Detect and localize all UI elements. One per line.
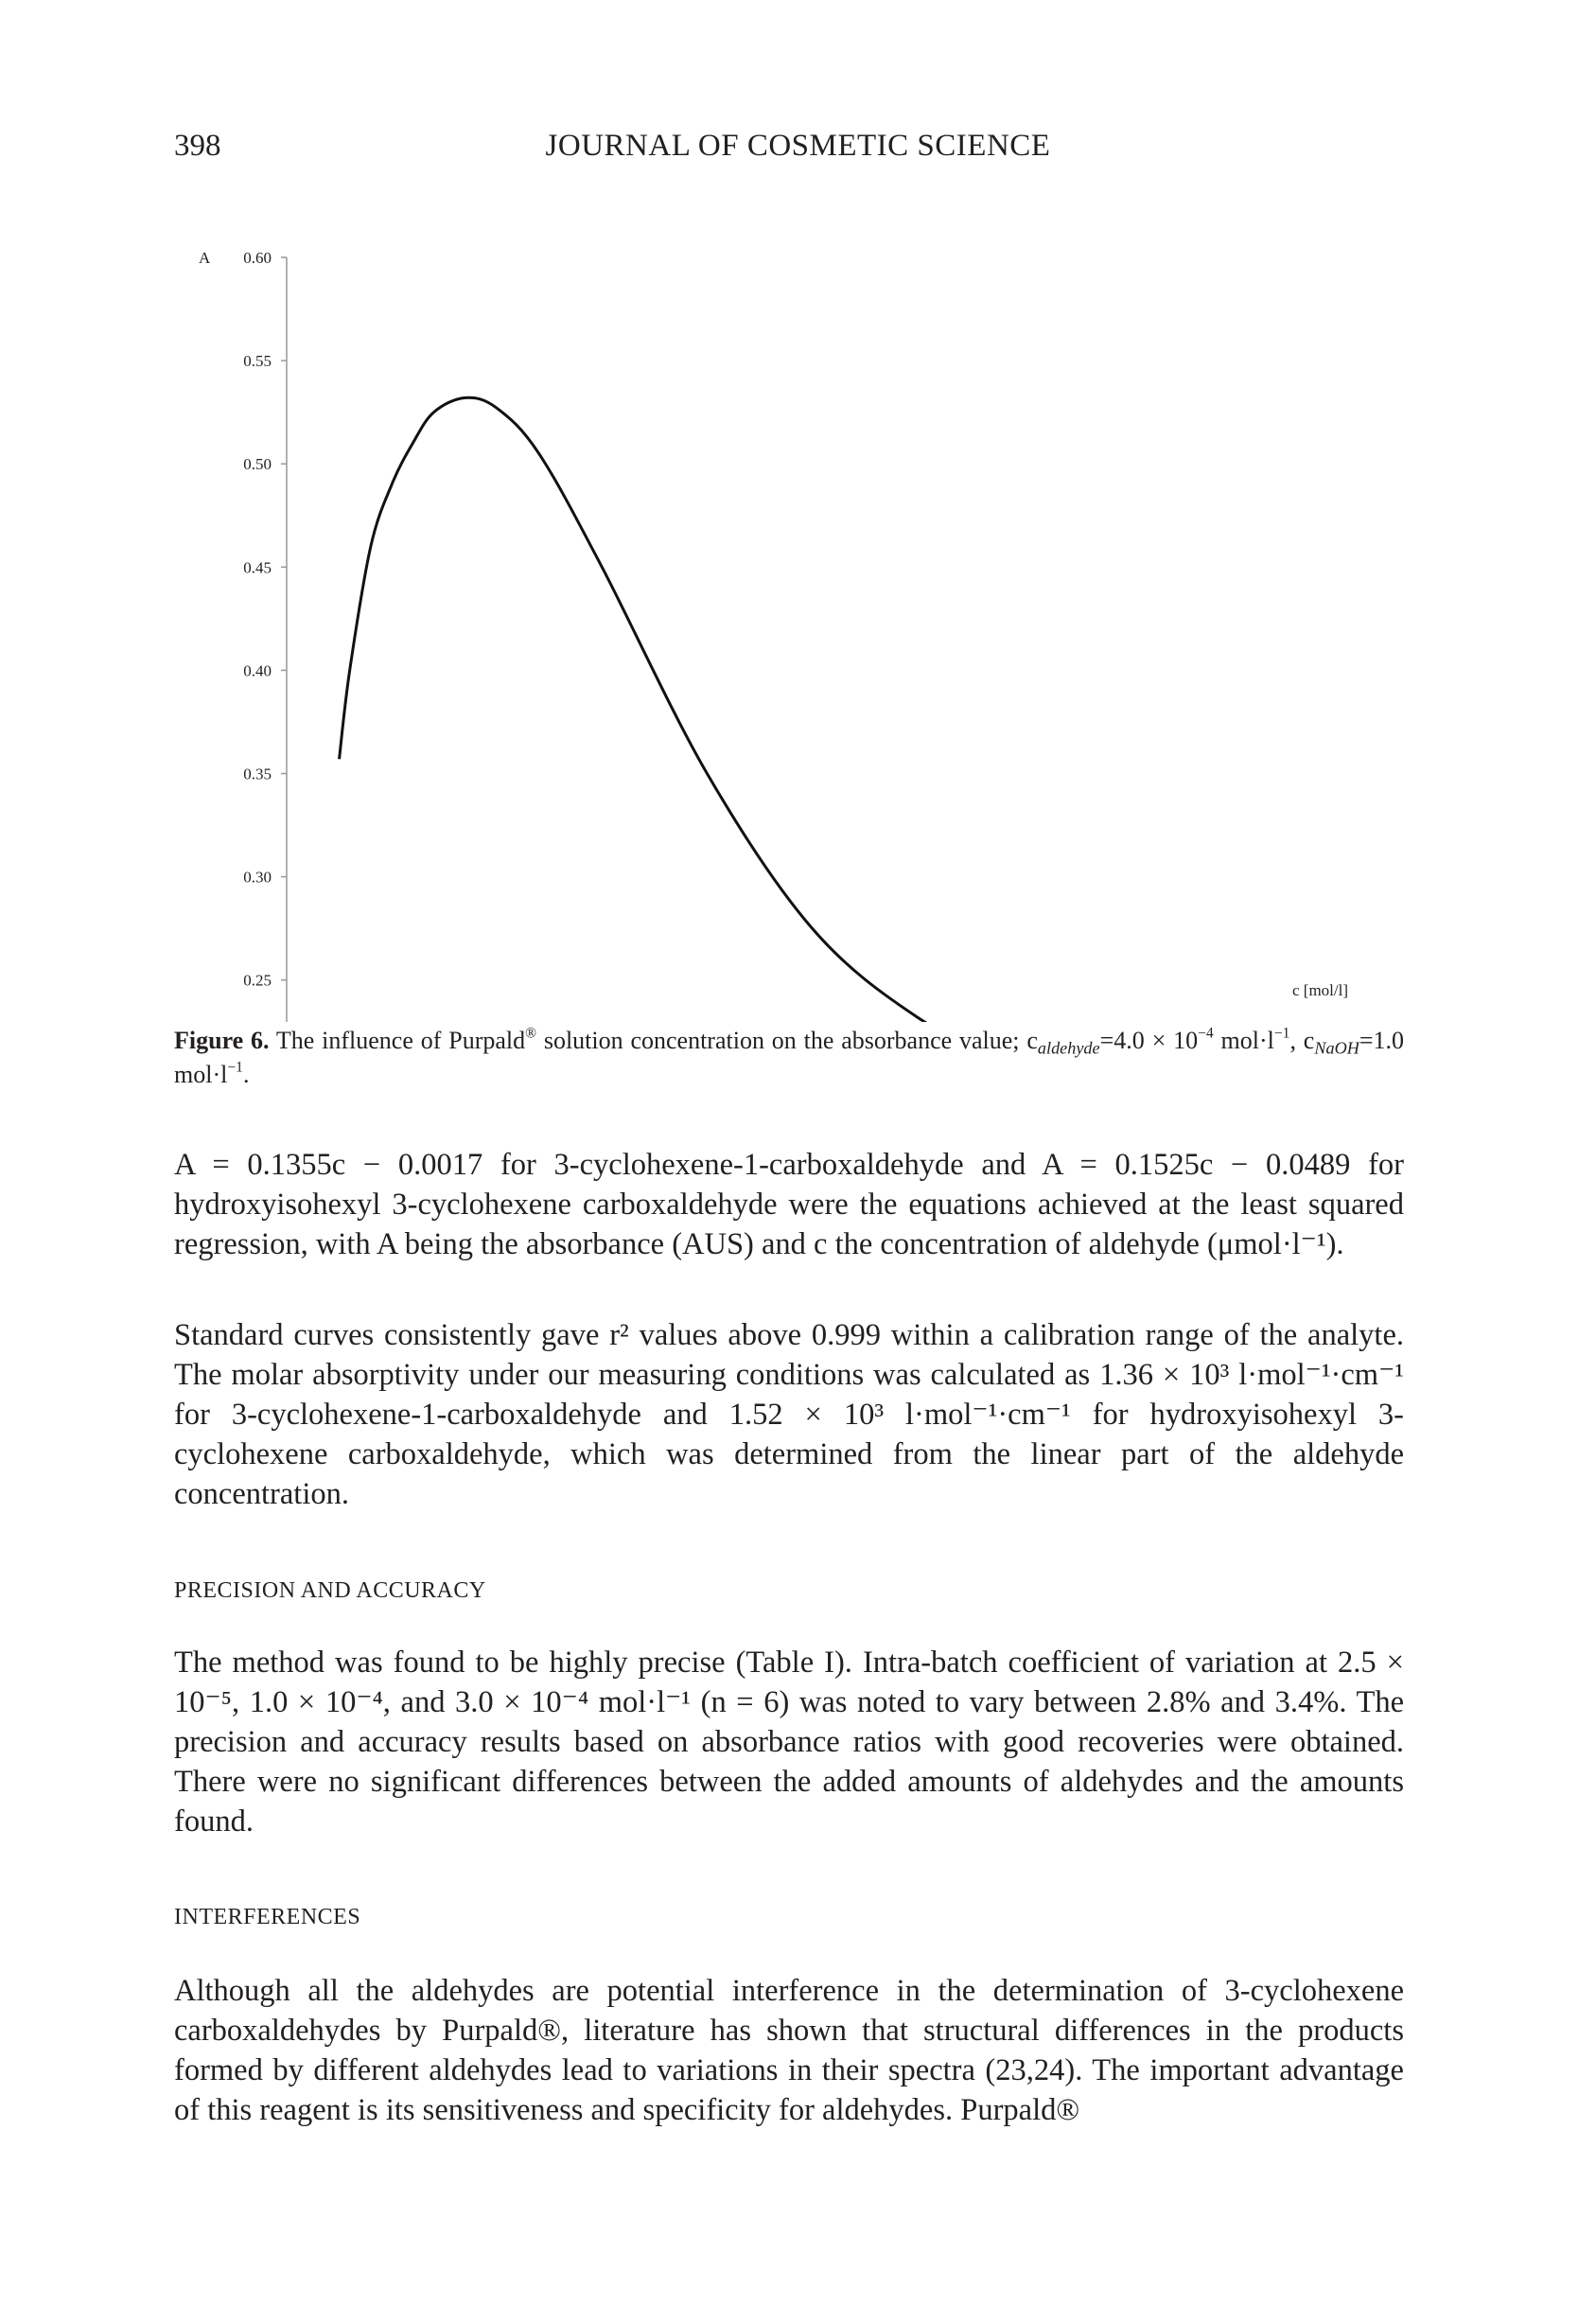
caption-text: aldehyde <box>1037 1038 1100 1058</box>
absorbance-curve <box>340 397 1338 1022</box>
y-tick-label: 0.45 <box>243 558 272 577</box>
caption-text: NaOH <box>1314 1038 1359 1058</box>
y-tick-label: 0.30 <box>243 868 272 887</box>
paragraph-text: A = 0.1355c − 0.0017 for 3-cyclohexene-1-carboxaldehyde and A = 0.1525c − 0.0489 for hydroxyisohexyl 3-cyclohexene carboxaldehyde were the equations achieved at the least squared regression, with A being the absorbance (AUS) and c the concentration of aldehyde (μmol·l⁻¹). <box>174 1148 1404 1261</box>
page-number: 398 <box>174 129 221 163</box>
caption-text: =4.0 × 10 <box>1099 1027 1199 1054</box>
paragraph-text: Although all the aldehydes are potential interference in the determination of 3-cyclohexene carboxaldehydes by Purpald®, literature has shown that structural differences in the products formed by different aldehydes lead to variations in their spectra (23,24). The important advantage of this reagent is its sensitiveness and specificity for aldehydes. Purpald® <box>174 1974 1404 2127</box>
running-head: JOURNAL OF COSMETIC SCIENCE <box>545 129 1051 163</box>
paragraph-regression <box>174 1145 1404 1264</box>
caption-text: −4 <box>1198 1025 1214 1042</box>
paragraph-standard-curves <box>174 1315 1404 1514</box>
chart-axes <box>287 257 1378 1022</box>
y-tick-label: 0.55 <box>243 352 272 371</box>
caption-text: solution concentration on the absorbance value; c <box>535 1027 1038 1054</box>
y-tick-label: 0.60 <box>243 249 272 267</box>
caption-text: The influence of Purpald <box>269 1027 526 1054</box>
paragraph-precision <box>174 1643 1404 1841</box>
chart-ticks <box>243 249 1352 1022</box>
caption-text: −1 <box>227 1059 243 1076</box>
paragraph-text: Standard curves consistently gave r² values above 0.999 within a calibration range of the analyte. The molar absorptivity under our measuring conditions was calculated as 1.36 × 10³ l·mol⁻¹·cm⁻¹ for 3-cyclohexene-1-carboxaldehyde and 1.52 × 10³ l·mol⁻¹·cm⁻¹ for hydroxyisohexyl 3-cyclohexene carboxaldehyde, which was determined from the linear part of the aldehyde concentration. <box>174 1318 1404 1511</box>
paragraph-interferences <box>174 1971 1404 2130</box>
absorbance-chart <box>0 0 1596 1022</box>
x-axis-label: c [mol/l] <box>1291 981 1348 999</box>
y-tick-label: 0.50 <box>243 455 272 474</box>
caption-text: −1 <box>1273 1025 1290 1042</box>
caption-text: =1.0 mol·l <box>174 1027 1405 1088</box>
caption-text: ® <box>525 1025 536 1042</box>
caption-text: . <box>242 1061 250 1088</box>
paragraph-text: The method was found to be highly precise (Table I). Intra-batch coefficient of variation at 2.5 × 10⁻⁵, 1.0 × 10⁻⁴, and 3.0 × 10⁻⁴ mol·l⁻¹ (n = 6) was noted to vary between 2.8% and 3.4%. The precision and accuracy results based on absorbance ratios with good recoveries were obtained. There were no significant differences between the added amounts of aldehydes and the amounts found. <box>174 1646 1404 1839</box>
y-axis-label: A <box>199 249 211 267</box>
y-tick-label: 0.25 <box>243 971 272 990</box>
y-tick-label: 0.40 <box>243 661 272 680</box>
caption-text: , c <box>1289 1027 1315 1054</box>
section-heading-interferences: INTERFERENCES <box>174 1905 361 1929</box>
section-heading-precision: PRECISION AND ACCURACY <box>174 1578 486 1603</box>
y-tick-label: 0.35 <box>243 765 272 783</box>
caption-text: mol·l <box>1213 1027 1274 1054</box>
figure-label: Figure 6. <box>174 1027 270 1054</box>
figure-caption <box>174 1024 1404 1092</box>
